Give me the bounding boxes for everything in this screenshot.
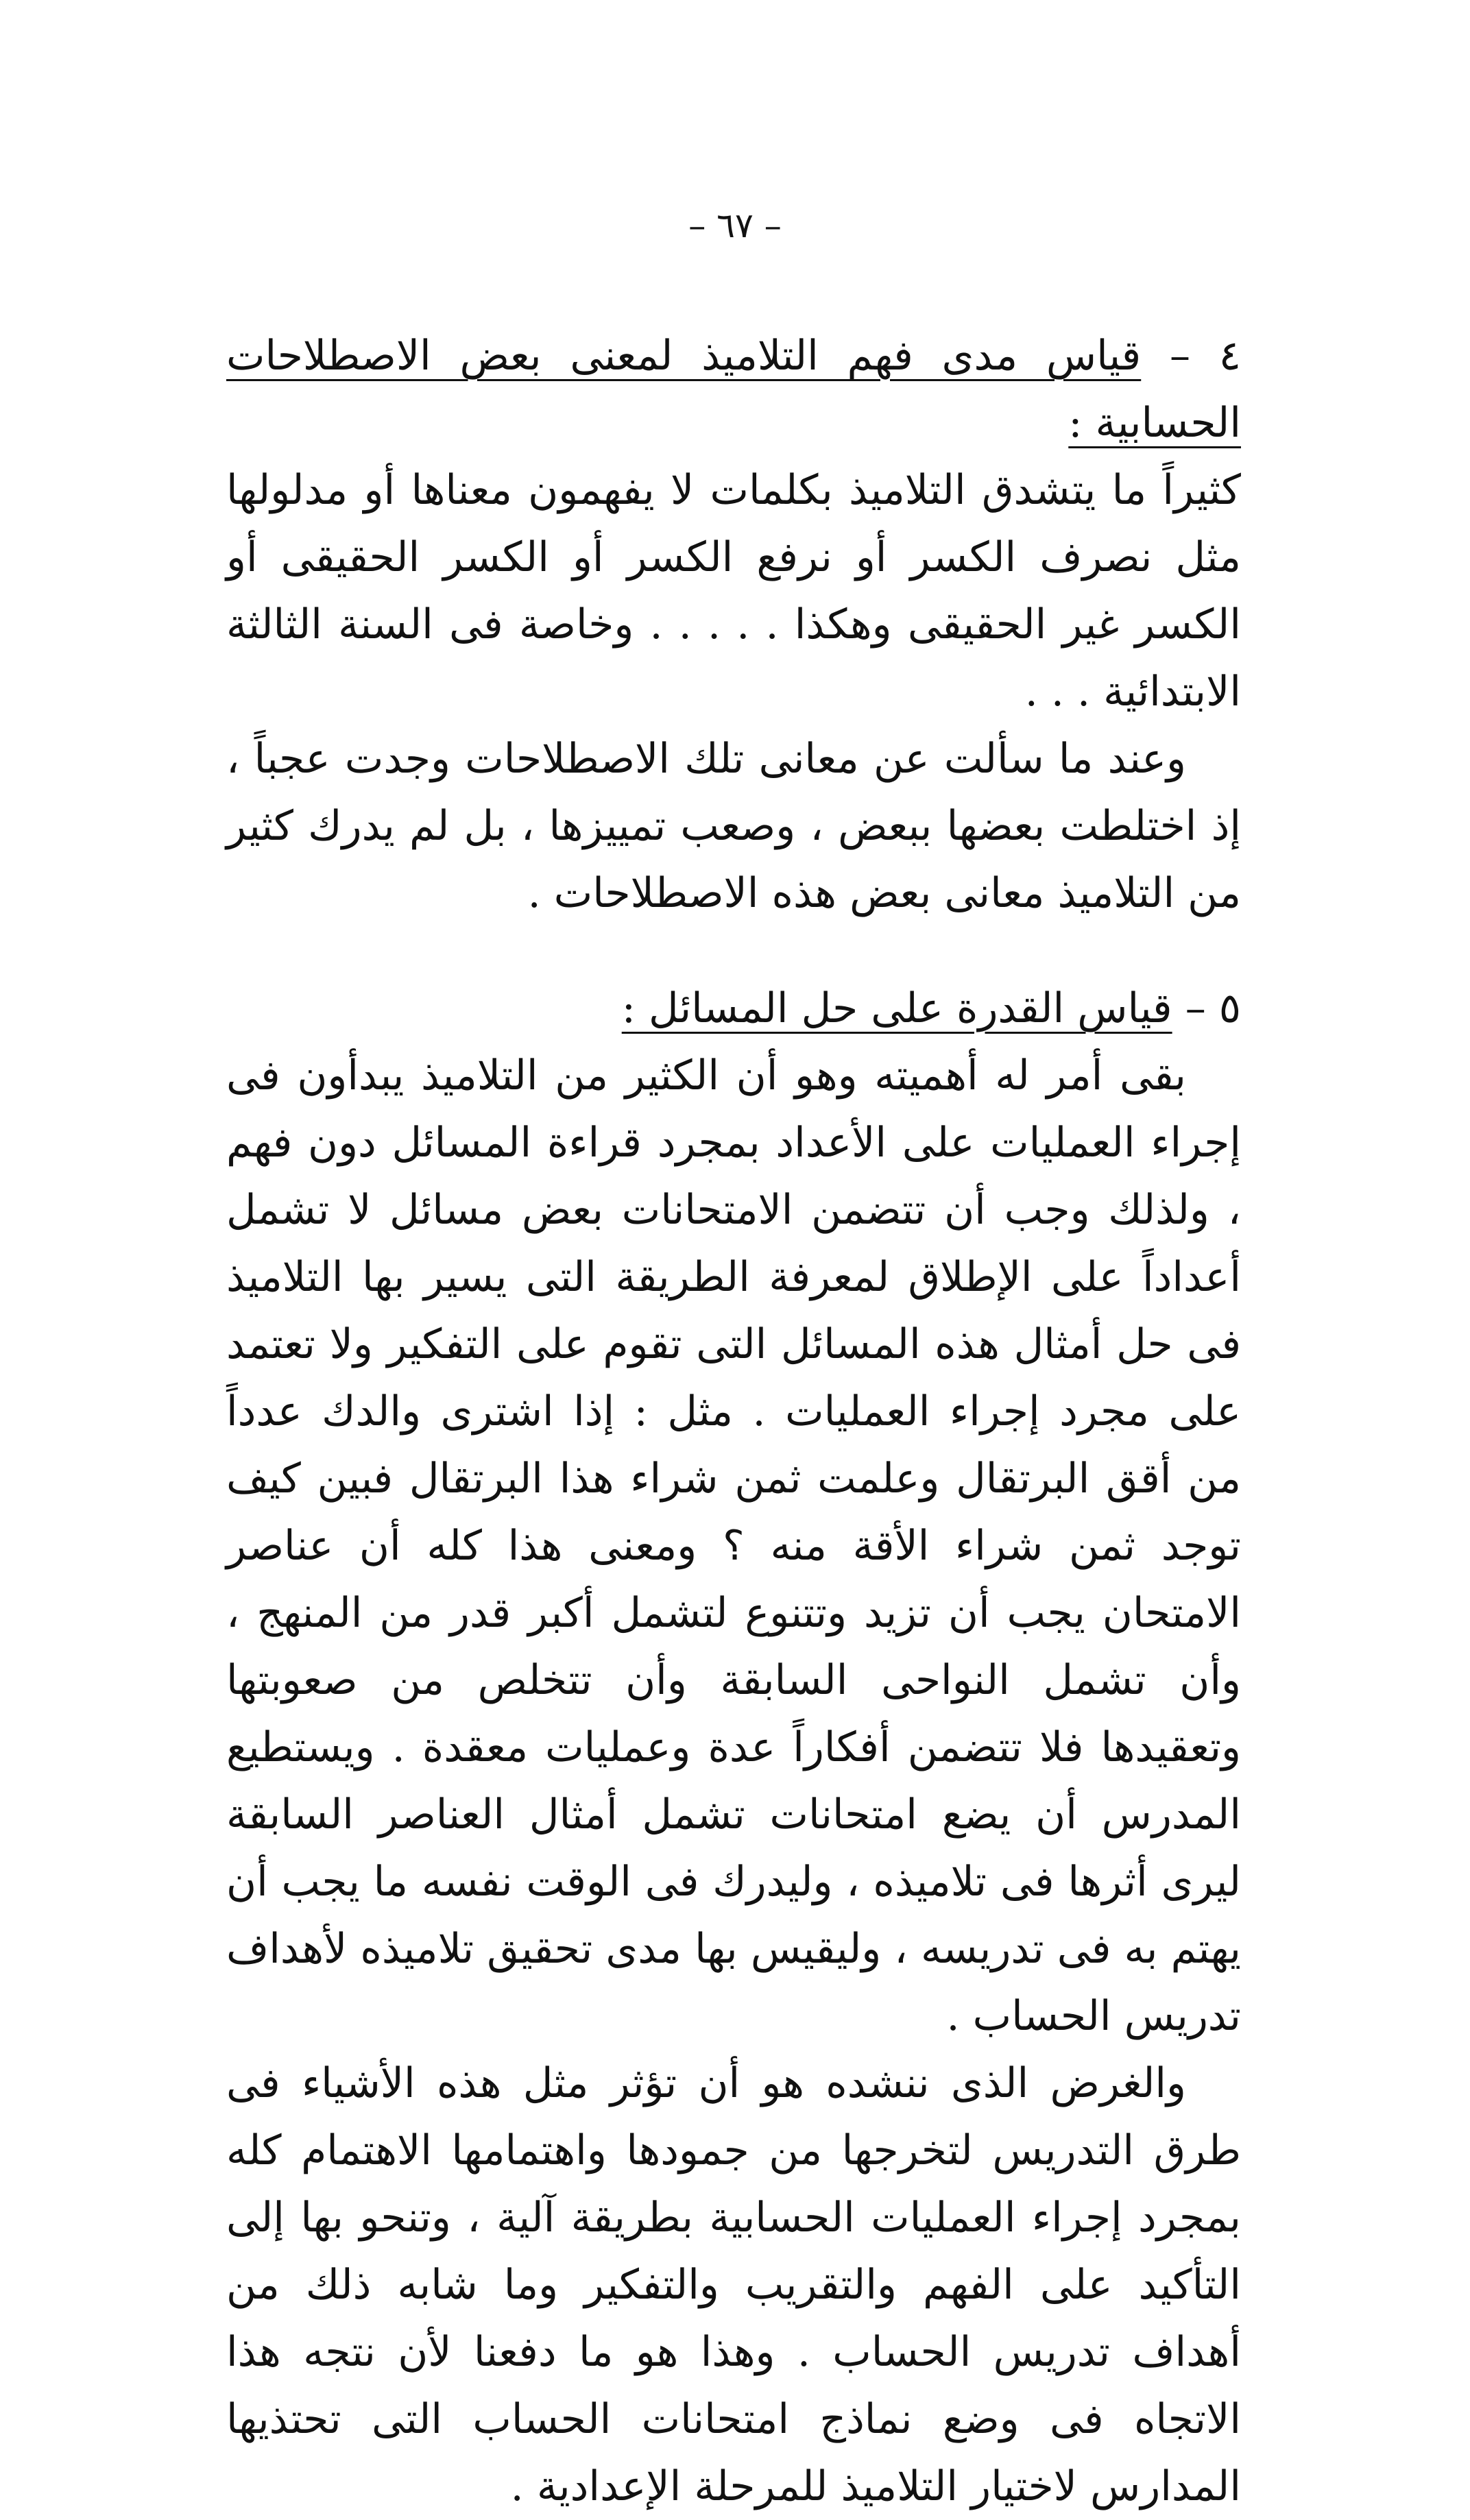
page-number: – ٦٧ – — [688, 206, 782, 245]
section-4-paragraph-1: كثيراً ما يتشدق التلاميذ بكلمات لا يفهمون معناها أو مدلولها مثل نصرف الكسر أو نرفع الكسر أو الكسر الحقيقى أو الكسر غير الحقيقى وهكذا . . . . . وخاصة فى السنة الثالثة الابتدائية . . . — [226, 466, 1241, 716]
section-4-heading — [226, 322, 1241, 457]
section-5-number: ٥ – — [1185, 984, 1241, 1032]
section-4-number: ٤ – — [1170, 332, 1241, 380]
section-5-heading — [226, 975, 1241, 1042]
section-5-paragraph-2: والغرض الذى ننشده هو أن تؤثر مثل هذه الأشياء فى طرق التدريس لتخرجها من جمودها واهتمامها الاهتمام كله بمجرد إجراء العمليات الحسابية بطريقة آلية ، وتنحو بها إلى التأكيد على الفهم والتقريب والتفكير وما شابه ذلك من أهداف تدريس الحساب . وهذا هو ما دفعنا لأن نتجه هذا الاتجاه فى وضع نماذج امتحانات الحساب التى تحتذيها المدارس لاختيار التلاميذ للمرحلة الإعدادية . — [226, 2059, 1241, 2510]
section-divider-space — [226, 927, 1241, 975]
section-4-title: قياس مدى فهم التلاميذ لمعنى بعض الاصطلاحات الحسابية : — [226, 332, 1241, 447]
section-5-paragraph-1: بقى أمر له أهميته وهو أن الكثير من التلاميذ يبدأون فى إجراء العمليات على الأعداد بمجرد قراءة المسائل دون فهم ، ولذلك وجب أن تتضمن الامتحانات بعض مسائل لا تشمل أعداداً على الإطلاق لمعرفة الطريقة التى يسير بها التلاميذ فى حل أمثال هذه المسائل التى تقوم على التفكير ولا تعتمد على مجرد إجراء العمليات . مثل : إذا اشترى والدك عدداً من أقق البرتقال وعلمت ثمن شراء هذا البرتقال فبين كيف توجد ثمن شراء الأقة منه ؟ ومعنى هذا كله أن عناصر الامتحان يجب أن تزيد وتتنوع لتشمل أكبر قدر من المنهج ، وأن تشمل النواحى السابقة وأن تتخلص من صعوبتها وتعقيدها فلا تتضمن أفكاراً عدة وعمليات معقدة . ويستطيع المدرس أن يضع امتحانات تشمل أمثال العناصر السابقة ليرى أثرها فى تلاميذه ، وليدرك فى الوقت نفسه ما يجب أن يهتم به فى تدريسه ، وليقيس بها مدى تحقيق تلاميذه لأهداف تدريس الحساب . — [226, 1052, 1241, 2040]
section-4-paragraph-2: وعند ما سألت عن معانى تلك الاصطلاحات وجدت عجباً ، إذ اختلطت بعضها ببعض ، وصعب تمييزها ، بل لم يدرك كثير من التلاميذ معانى بعض هذه الاصطلاحات . — [226, 735, 1241, 917]
page-body — [226, 322, 1241, 2520]
section-5-title: قياس القدرة على حل المسائل : — [621, 984, 1172, 1032]
